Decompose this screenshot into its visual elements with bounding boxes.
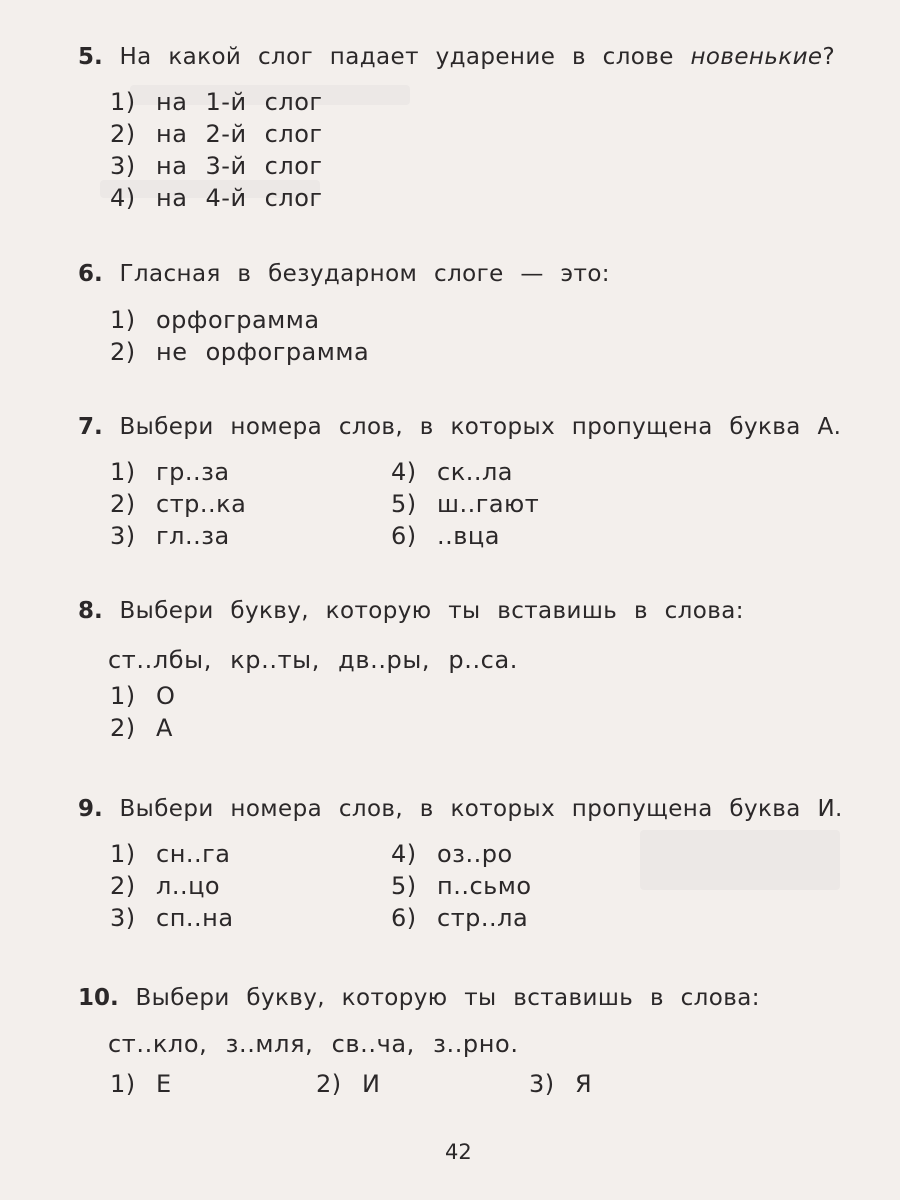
option-number: 1) (110, 88, 136, 116)
answer-option (110, 840, 230, 868)
question-number: 10. (78, 985, 119, 1011)
option-text: А (156, 714, 173, 742)
question-number: 6. (78, 261, 103, 287)
option-number: 3) (529, 1070, 555, 1098)
answer-option (110, 120, 323, 148)
option-number: 1) (110, 1070, 136, 1098)
option-number: 1) (110, 682, 136, 710)
answer-option (110, 88, 323, 116)
question-7 (78, 414, 841, 440)
option-number: 1) (110, 458, 136, 486)
option-number: 3) (110, 904, 136, 932)
question-5 (78, 44, 835, 70)
option-number: 4) (391, 840, 417, 868)
answer-option (391, 904, 528, 932)
question-8 (78, 598, 744, 624)
option-number: 5) (391, 490, 417, 518)
option-text: на 1-й слог (156, 88, 323, 116)
bleed-through-shadow (640, 830, 840, 890)
option-text: Я (575, 1070, 593, 1098)
question-italic-word: новенькие (690, 44, 823, 70)
answer-option (391, 872, 532, 900)
question-6 (78, 261, 610, 287)
option-number: 2) (110, 120, 136, 148)
option-text: на 2-й слог (156, 120, 323, 148)
answer-option (110, 714, 173, 742)
question-number: 7. (78, 414, 103, 440)
option-number: 2) (110, 714, 136, 742)
option-number: 4) (391, 458, 417, 486)
option-text: гр..за (156, 458, 230, 486)
option-text: стр..ла (437, 904, 529, 932)
option-text: на 3-й слог (156, 152, 323, 180)
question-text: Выбери номера слов, в которых пропущена буква И. (119, 796, 843, 822)
option-number: 1) (110, 306, 136, 334)
answer-option (391, 840, 513, 868)
answer-option (110, 152, 323, 180)
option-text: орфограмма (156, 306, 320, 334)
question-text: Выбери букву, которую ты вставишь в слова: (135, 985, 760, 1011)
question-text: Выбери букву, которую ты вставишь в слова: (119, 598, 744, 624)
question-text: Гласная в безударном слоге — это: (119, 261, 610, 287)
option-text: п..сьмо (437, 872, 532, 900)
option-text: на 4-й слог (156, 184, 323, 212)
answer-option (391, 522, 500, 550)
answer-option (529, 1070, 592, 1098)
question-9 (78, 796, 843, 822)
option-text: Е (156, 1070, 172, 1098)
option-number: 2) (110, 490, 136, 518)
option-text: ш..гают (437, 490, 540, 518)
answer-option (110, 872, 220, 900)
question-text-end: ? (822, 44, 836, 70)
option-text: оз..ро (437, 840, 513, 868)
option-text: сн..га (156, 840, 231, 868)
option-text: л..цо (156, 872, 221, 900)
option-number: 3) (110, 152, 136, 180)
option-number: 6) (391, 522, 417, 550)
option-number: 5) (391, 872, 417, 900)
option-text: не орфограмма (156, 338, 370, 366)
answer-option (110, 306, 320, 334)
option-number: 2) (110, 872, 136, 900)
answer-option (316, 1070, 380, 1098)
word-list: ст..лбы, кр..ты, дв..ры, р..са. (108, 646, 519, 674)
option-number: 2) (316, 1070, 342, 1098)
option-number: 2) (110, 338, 136, 366)
option-number: 4) (110, 184, 136, 212)
option-number: 6) (391, 904, 417, 932)
answer-option (110, 522, 230, 550)
question-number: 8. (78, 598, 103, 624)
option-text: ..вца (437, 522, 500, 550)
answer-option (110, 1070, 172, 1098)
answer-option (110, 184, 323, 212)
option-text: стр..ка (156, 490, 247, 518)
answer-option (110, 490, 246, 518)
answer-option (391, 490, 539, 518)
option-text: гл..за (156, 522, 230, 550)
option-text: О (156, 682, 176, 710)
option-number: 1) (110, 840, 136, 868)
answer-option (110, 904, 234, 932)
question-number: 9. (78, 796, 103, 822)
page-number: 42 (445, 1140, 472, 1164)
answer-option (110, 338, 369, 366)
answer-option (110, 682, 175, 710)
option-text: И (362, 1070, 381, 1098)
option-text: сп..на (156, 904, 234, 932)
question-text: На какой слог падает ударение в слове (119, 44, 691, 70)
question-10 (78, 985, 760, 1011)
answer-option (110, 458, 230, 486)
question-text: Выбери номера слов, в которых пропущена буква А. (119, 414, 842, 440)
word-list: ст..кло, з..мля, св..ча, з..рно. (108, 1030, 519, 1058)
answer-option (391, 458, 513, 486)
option-number: 3) (110, 522, 136, 550)
question-number: 5. (78, 44, 103, 70)
option-text: ск..ла (437, 458, 513, 486)
